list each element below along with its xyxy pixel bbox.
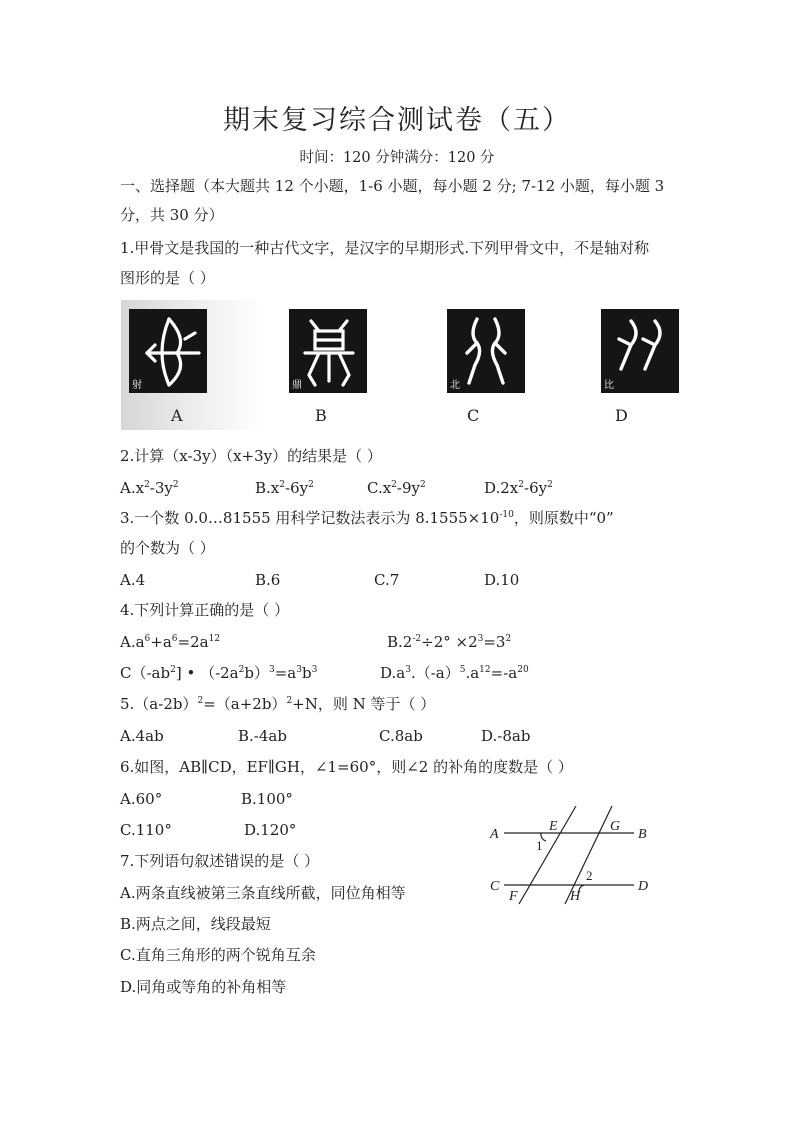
q2-stem: 2.计算（x-3y）（x+3y）的结果是（ ）: [120, 447, 382, 465]
q5-option-c: C.8ab: [379, 727, 423, 745]
q5-option-b: B.-4ab: [238, 727, 287, 745]
glyph-caption: 鼎: [292, 380, 302, 391]
label-angle-2: 2: [586, 868, 593, 883]
q6-option-d: D.120°: [244, 821, 297, 839]
q4-stem: 4.下列计算正确的是（ ）: [120, 601, 290, 619]
line-ef: [519, 806, 576, 904]
label-h: H: [570, 889, 581, 904]
q3-option-d: D.10: [484, 571, 520, 589]
parallel-lines-figure: [486, 800, 666, 910]
q5-stem: $5.(a-2b)^2=(a+2b)^2+N$，则 N 等于（ ）: [120, 695, 436, 713]
oracle-glyph-b: [289, 309, 367, 393]
q6-option-b: B.100°: [241, 790, 293, 808]
label-f: F: [509, 889, 518, 904]
q6-option-a: A.60°: [120, 790, 163, 808]
q3-option-b: B.6: [255, 571, 281, 589]
exam-info: 时间：120 分钟满分：120 分: [299, 150, 495, 166]
page-title: 期末复习综合测试卷（五）: [223, 105, 571, 136]
choice-c-label: C: [467, 406, 480, 425]
q4-option-b: $B.2^{-2}\div 2^\circ \times 2^3=3^2$: [387, 633, 512, 651]
q6-option-c: C.110°: [120, 821, 172, 839]
q7-stem: 7.下列语句叙述错误的是（ ）: [120, 852, 320, 870]
q1-stem-line2: 图形的是（ ）: [120, 269, 215, 287]
q2-option-d: $D.2x^2-6y^2$: [484, 479, 553, 497]
choice-d-label: D: [615, 406, 628, 425]
q3-stem-line1: 3.一个数 0.0…81555 用科学记数法表示为 $8.1555\times 10^{-10}$，则原数中“0”: [120, 509, 614, 527]
choice-b-label: B: [315, 406, 327, 425]
label-d: D: [638, 879, 649, 894]
q4-option-d: $D.a^3.(-a)^5.a^{12}=-a^{20}$: [380, 664, 529, 682]
q5-option-a: A.4ab: [120, 727, 164, 745]
q3-stem-line2: 的个数为（ ）: [120, 539, 215, 557]
q2-option-a: $A.x^2-3y^2$: [120, 479, 179, 497]
q7-option-b: B.两点之间，线段最短: [120, 915, 271, 933]
q4-option-c: $C(-ab^2]$ • $(-2a^2b)^3=a^3b^3$: [120, 664, 318, 682]
glyph-caption: 北: [450, 380, 460, 391]
choice-a-label: A: [171, 406, 183, 425]
q4-option-a: $A.a^6+a^6=2a^{12}$: [120, 633, 221, 651]
q2-option-c: $C.x^2-9y^2$: [367, 479, 426, 497]
q6-stem: 6.如图，AB∥CD，EF∥GH，∠1=60°，则∠2 的补角的度数是（ ）: [120, 758, 573, 776]
q7-option-a: A.两条直线被第三条直线所截，同位角相等: [120, 884, 406, 902]
label-b: B: [638, 827, 647, 842]
label-angle-1: 1: [536, 838, 543, 853]
q2-option-b: $B.x^2-6y^2$: [255, 479, 314, 497]
glyph-caption: 射: [132, 380, 142, 391]
q5-option-d: D.-8ab: [481, 727, 531, 745]
label-e: E: [549, 819, 558, 834]
label-a: A: [490, 827, 499, 842]
section-heading-line2: 分，共 30 分）: [120, 206, 224, 224]
label-c: C: [490, 879, 500, 894]
q3-option-c: C.7: [374, 571, 400, 589]
glyph-caption: 比: [604, 380, 614, 391]
q3-option-a: A.4: [120, 571, 146, 589]
oracle-glyph-c: [447, 309, 525, 393]
q1-stem-line1: 1.甲骨文是我国的一种古代文字，是汉字的早期形式.下列甲骨文中，不是轴对称: [120, 239, 650, 257]
q7-option-c: C.直角三角形的两个锐角互余: [120, 946, 316, 964]
label-g: G: [610, 819, 621, 834]
oracle-glyph-a: [129, 309, 207, 393]
oracle-glyph-d: [601, 309, 679, 393]
q7-option-d: D.同角或等角的补角相等: [120, 978, 287, 996]
section-heading-line1: 一、选择题（本大题共 12 个小题，1-6 小题，每小题 2 分; 7-12 小题，每小题 3: [120, 177, 665, 195]
